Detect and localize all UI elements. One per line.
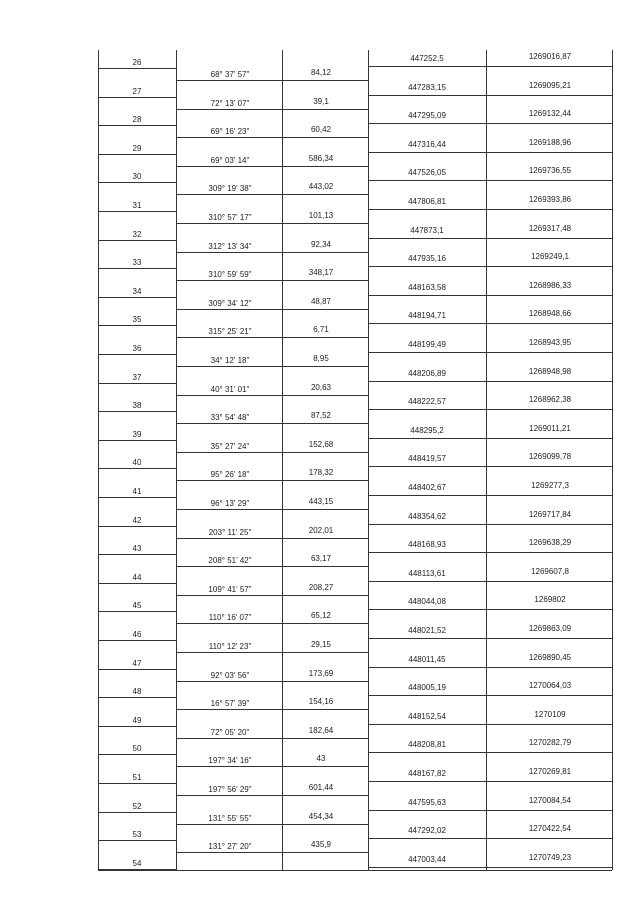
direction-angle: 109° 41' 57" bbox=[208, 584, 252, 594]
point-rule bbox=[98, 726, 176, 727]
x-coordinate: 448419,57 bbox=[408, 454, 446, 464]
direction-angle: 95° 26' 18" bbox=[210, 470, 250, 480]
point-rule bbox=[98, 154, 176, 155]
segment-rule bbox=[176, 766, 368, 767]
segment-length: 29,15 bbox=[310, 640, 332, 649]
point-rule bbox=[98, 411, 176, 412]
column-rule-0 bbox=[98, 50, 99, 870]
segment-length: 39,1 bbox=[313, 96, 329, 106]
segment-length: 601,44 bbox=[308, 783, 334, 792]
coord-rule bbox=[368, 724, 612, 725]
point-number: 54 bbox=[132, 858, 142, 868]
segment-rule bbox=[176, 738, 368, 739]
x-coordinate: 448402,67 bbox=[408, 483, 446, 492]
coord-rule bbox=[368, 238, 612, 239]
point-rule bbox=[98, 783, 176, 784]
segment-rule bbox=[176, 423, 368, 424]
segment-rule bbox=[176, 566, 368, 567]
point-rule bbox=[98, 497, 176, 498]
point-number: 42 bbox=[132, 515, 142, 525]
point-rule bbox=[98, 383, 176, 384]
segment-length: 92,34 bbox=[310, 239, 332, 249]
x-coordinate: 448005,19 bbox=[408, 683, 446, 693]
y-coordinate: 1269099,78 bbox=[528, 452, 572, 462]
y-coordinate: 1269890,45 bbox=[528, 652, 572, 662]
segment-rule bbox=[176, 480, 368, 481]
x-coordinate: 448152,54 bbox=[408, 711, 446, 721]
x-coordinate: 448021,52 bbox=[408, 626, 446, 635]
column-rule-2 bbox=[282, 50, 283, 870]
point-number: 38 bbox=[132, 401, 142, 411]
segment-rule bbox=[176, 194, 368, 195]
coord-rule bbox=[368, 438, 612, 439]
segment-length: 63,17 bbox=[310, 554, 332, 564]
point-rule bbox=[98, 526, 176, 527]
point-rule bbox=[98, 440, 176, 441]
point-rule bbox=[98, 554, 176, 555]
point-number: 51 bbox=[132, 773, 142, 782]
coord-rule bbox=[368, 381, 612, 382]
x-coordinate: 448044,08 bbox=[408, 597, 446, 607]
segment-rule bbox=[176, 452, 368, 453]
x-coordinate: 447316,44 bbox=[408, 139, 446, 149]
coord-rule bbox=[368, 323, 612, 324]
y-coordinate: 1269802 bbox=[534, 595, 566, 605]
point-rule bbox=[98, 240, 176, 241]
direction-angle: 69° 16' 23" bbox=[210, 127, 250, 137]
segment-length: 454,34 bbox=[308, 811, 334, 821]
y-coordinate: 1269249,1 bbox=[531, 252, 569, 262]
y-coordinate: 1269188,96 bbox=[528, 137, 572, 147]
segment-length: 586,34 bbox=[308, 153, 334, 163]
direction-angle: 92° 03' 56" bbox=[210, 670, 250, 680]
y-coordinate: 1269277,3 bbox=[531, 481, 569, 490]
segment-rule bbox=[176, 509, 368, 510]
direction-angle: 72° 13' 07" bbox=[210, 98, 250, 108]
coord-rule bbox=[368, 180, 612, 181]
x-coordinate: 448168,93 bbox=[408, 540, 446, 550]
y-coordinate: 1268986,33 bbox=[528, 280, 572, 290]
segment-length: 348,17 bbox=[308, 268, 334, 278]
point-number: 40 bbox=[132, 458, 142, 468]
point-number: 32 bbox=[132, 229, 142, 239]
point-number: 46 bbox=[132, 630, 142, 639]
point-number: 37 bbox=[132, 372, 142, 382]
direction-angle: 310° 59' 59" bbox=[208, 270, 252, 280]
segment-length: 443,02 bbox=[308, 182, 334, 192]
x-coordinate: 447806,81 bbox=[408, 197, 446, 206]
column-rule-3 bbox=[368, 50, 369, 870]
x-coordinate: 447283,15 bbox=[408, 82, 446, 92]
x-coordinate: 448208,81 bbox=[408, 740, 446, 750]
y-coordinate: 1268962,38 bbox=[528, 395, 572, 405]
x-coordinate: 447252,5 bbox=[410, 54, 444, 63]
point-number: 29 bbox=[132, 143, 142, 153]
y-coordinate: 1269393,86 bbox=[528, 195, 572, 204]
segment-length: 178,32 bbox=[308, 468, 334, 478]
point-rule bbox=[98, 297, 176, 298]
direction-angle: 40° 31' 01" bbox=[210, 384, 250, 394]
point-rule bbox=[98, 325, 176, 326]
y-coordinate: 1270084,54 bbox=[528, 795, 572, 805]
y-coordinate: 1268948,98 bbox=[528, 366, 572, 376]
column-rule-4 bbox=[486, 50, 487, 870]
x-coordinate: 447295,09 bbox=[408, 111, 446, 121]
segment-rule bbox=[176, 595, 368, 596]
direction-angle: 131° 27' 20" bbox=[208, 842, 252, 852]
x-coordinate: 447935,16 bbox=[408, 254, 446, 264]
segment-rule bbox=[176, 652, 368, 653]
point-rule bbox=[98, 640, 176, 641]
segment-rule bbox=[176, 80, 368, 81]
point-rule bbox=[98, 869, 176, 870]
direction-angle: 68° 37' 57" bbox=[210, 70, 250, 79]
direction-angle: 131° 55' 55" bbox=[208, 813, 252, 823]
y-coordinate: 1269132,44 bbox=[528, 109, 572, 119]
y-coordinate: 1270282,79 bbox=[528, 738, 572, 748]
direction-angle: 35° 27' 24" bbox=[210, 441, 250, 451]
x-coordinate: 447595,63 bbox=[408, 797, 446, 807]
segment-rule bbox=[176, 366, 368, 367]
direction-angle: 312° 13' 34" bbox=[208, 241, 252, 251]
point-rule bbox=[98, 125, 176, 126]
coord-rule bbox=[368, 123, 612, 124]
direction-angle: 96° 13' 29" bbox=[210, 499, 250, 508]
segment-rule bbox=[176, 309, 368, 310]
segment-length: 208,27 bbox=[308, 582, 334, 592]
segment-length: 6,71 bbox=[313, 325, 329, 335]
point-number: 33 bbox=[132, 258, 142, 268]
y-coordinate: 1270422,54 bbox=[528, 824, 572, 834]
y-coordinate: 1270269,81 bbox=[528, 767, 572, 776]
point-number: 36 bbox=[132, 344, 142, 353]
point-number: 35 bbox=[132, 315, 142, 325]
direction-angle: 197° 56' 29" bbox=[208, 785, 252, 794]
segment-length: 435,9 bbox=[310, 840, 332, 850]
point-rule bbox=[98, 611, 176, 612]
direction-angle: 197° 34' 16" bbox=[208, 756, 252, 766]
x-coordinate: 448113,61 bbox=[408, 568, 446, 578]
segment-rule bbox=[176, 852, 368, 853]
direction-angle: 315° 25' 21" bbox=[208, 327, 252, 337]
point-number: 48 bbox=[132, 687, 142, 697]
y-coordinate: 1270064,03 bbox=[528, 681, 572, 691]
segment-length: 84,12 bbox=[310, 68, 332, 77]
segment-length: 48,87 bbox=[310, 296, 332, 306]
point-rule bbox=[98, 669, 176, 670]
point-rule bbox=[98, 697, 176, 698]
direction-angle: 310° 57' 17" bbox=[208, 213, 252, 222]
y-coordinate: 1269016,87 bbox=[528, 52, 572, 61]
segment-length: 173,69 bbox=[308, 668, 334, 678]
y-coordinate: 1270749,23 bbox=[528, 852, 572, 862]
x-coordinate: 448163,58 bbox=[408, 282, 446, 292]
point-rule bbox=[98, 812, 176, 813]
point-rule bbox=[98, 211, 176, 212]
segment-length: 202,01 bbox=[308, 525, 334, 535]
direction-angle: 72° 05' 20" bbox=[210, 727, 250, 737]
point-number: 31 bbox=[132, 201, 142, 210]
coord-rule bbox=[368, 409, 612, 410]
coord-rule bbox=[368, 552, 612, 553]
coord-rule bbox=[368, 209, 612, 210]
direction-angle: 33° 54' 48" bbox=[210, 413, 250, 423]
x-coordinate: 448295,2 bbox=[410, 425, 444, 435]
coord-rule bbox=[368, 667, 612, 668]
segment-rule bbox=[176, 709, 368, 710]
direction-angle: 16° 57' 39" bbox=[210, 699, 250, 709]
y-coordinate: 1270109 bbox=[534, 709, 566, 719]
point-rule bbox=[98, 97, 176, 98]
coord-rule bbox=[368, 838, 612, 839]
direction-angle: 110° 16' 07" bbox=[208, 613, 252, 623]
segment-length: 154,16 bbox=[308, 697, 334, 707]
x-coordinate: 448167,82 bbox=[408, 769, 446, 778]
point-number: 26 bbox=[132, 58, 142, 67]
point-number: 53 bbox=[132, 830, 142, 840]
column-rule-5 bbox=[612, 50, 613, 870]
point-number: 28 bbox=[132, 115, 142, 125]
point-rule bbox=[98, 354, 176, 355]
y-coordinate: 1269736,55 bbox=[528, 166, 572, 176]
direction-angle: 69° 03' 14" bbox=[210, 155, 250, 165]
direction-angle: 309° 19' 38" bbox=[208, 184, 252, 194]
x-coordinate: 447873,1 bbox=[410, 225, 444, 235]
y-coordinate: 1268943,95 bbox=[528, 338, 572, 347]
point-number: 50 bbox=[132, 744, 142, 754]
segment-length: 443,15 bbox=[308, 497, 334, 506]
segment-length: 101,13 bbox=[308, 211, 334, 220]
segment-rule bbox=[176, 623, 368, 624]
coord-rule bbox=[368, 152, 612, 153]
segment-length: 8,95 bbox=[313, 354, 329, 363]
point-number: 34 bbox=[132, 286, 142, 296]
segment-rule bbox=[176, 280, 368, 281]
segment-rule bbox=[176, 337, 368, 338]
point-rule bbox=[98, 468, 176, 469]
point-number: 45 bbox=[132, 601, 142, 611]
segment-rule bbox=[176, 252, 368, 253]
segment-rule bbox=[176, 795, 368, 796]
segment-length: 152,68 bbox=[308, 439, 334, 449]
coord-rule bbox=[368, 581, 612, 582]
point-number: 27 bbox=[132, 86, 142, 96]
point-number: 41 bbox=[132, 487, 142, 496]
segment-length: 182,64 bbox=[308, 725, 334, 735]
segment-rule bbox=[176, 538, 368, 539]
coord-rule bbox=[368, 352, 612, 353]
y-coordinate: 1269638,29 bbox=[528, 538, 572, 548]
y-coordinate: 1269717,84 bbox=[528, 509, 572, 519]
point-rule bbox=[98, 268, 176, 269]
coord-rule bbox=[368, 495, 612, 496]
x-coordinate: 448206,89 bbox=[408, 368, 446, 378]
segment-rule bbox=[176, 681, 368, 682]
coord-rule bbox=[368, 752, 612, 753]
coord-rule bbox=[368, 867, 612, 868]
segment-rule bbox=[176, 109, 368, 110]
coord-rule bbox=[368, 266, 612, 267]
direction-angle: 110° 12' 23" bbox=[208, 642, 252, 651]
segment-length: 87,52 bbox=[310, 411, 332, 421]
coord-rule bbox=[368, 66, 612, 67]
y-coordinate: 1269317,48 bbox=[528, 223, 572, 233]
x-coordinate: 448011,45 bbox=[408, 654, 446, 664]
y-coordinate: 1269095,21 bbox=[528, 80, 572, 90]
segment-rule bbox=[176, 824, 368, 825]
segment-rule bbox=[176, 166, 368, 167]
x-coordinate: 447526,05 bbox=[408, 168, 446, 178]
point-rule bbox=[98, 840, 176, 841]
segment-rule bbox=[176, 395, 368, 396]
coord-rule bbox=[368, 524, 612, 525]
x-coordinate: 448194,71 bbox=[408, 311, 446, 321]
y-coordinate: 1268948,66 bbox=[528, 309, 572, 319]
x-coordinate: 447292,02 bbox=[408, 826, 446, 836]
segment-length: 65,12 bbox=[310, 611, 332, 621]
x-coordinate: 448354,62 bbox=[408, 511, 446, 521]
coord-rule bbox=[368, 466, 612, 467]
x-coordinate: 448222,57 bbox=[408, 397, 446, 407]
segment-rule bbox=[176, 137, 368, 138]
coord-rule bbox=[368, 95, 612, 96]
point-number: 44 bbox=[132, 572, 142, 582]
coord-rule bbox=[368, 781, 612, 782]
point-number: 49 bbox=[132, 715, 142, 725]
point-rule bbox=[98, 68, 176, 69]
point-number: 39 bbox=[132, 429, 142, 439]
segment-length: 60,42 bbox=[310, 125, 332, 135]
point-rule bbox=[98, 583, 176, 584]
coord-rule bbox=[368, 638, 612, 639]
direction-angle: 208° 51' 42" bbox=[208, 556, 252, 566]
point-number: 52 bbox=[132, 801, 142, 811]
y-coordinate: 1269607,8 bbox=[531, 566, 569, 576]
coord-rule bbox=[368, 295, 612, 296]
y-coordinate: 1269863,09 bbox=[528, 624, 572, 633]
coord-rule bbox=[368, 810, 612, 811]
x-coordinate: 447003,44 bbox=[408, 854, 446, 864]
point-rule bbox=[98, 754, 176, 755]
bottom-rule bbox=[98, 870, 612, 871]
segment-length: 43 bbox=[316, 754, 326, 764]
direction-angle: 203° 11' 25" bbox=[208, 527, 252, 537]
coord-rule bbox=[368, 695, 612, 696]
direction-angle: 34° 12' 18" bbox=[210, 356, 250, 365]
point-number: 30 bbox=[132, 172, 142, 182]
direction-angle: 309° 34' 12" bbox=[208, 298, 252, 308]
segment-length: 20,63 bbox=[310, 382, 332, 392]
point-rule bbox=[98, 182, 176, 183]
point-number: 47 bbox=[132, 658, 142, 668]
point-number: 43 bbox=[132, 544, 142, 554]
segment-rule bbox=[176, 223, 368, 224]
coord-rule bbox=[368, 609, 612, 610]
column-rule-1 bbox=[176, 50, 177, 870]
x-coordinate: 448199,49 bbox=[408, 340, 446, 349]
y-coordinate: 1269011,21 bbox=[529, 423, 571, 433]
